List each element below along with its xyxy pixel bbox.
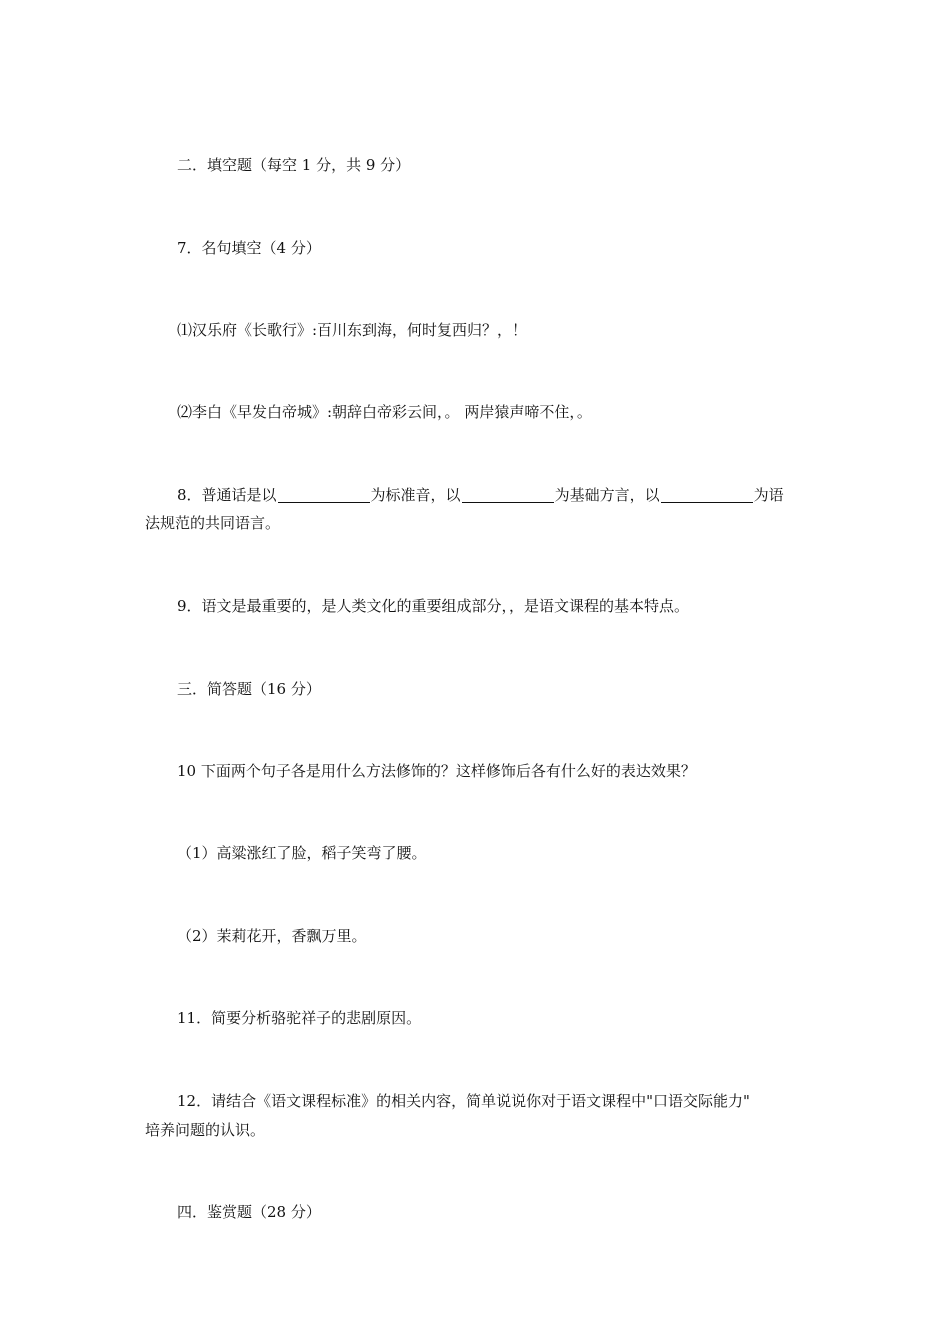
section-3-heading: 三．简答题（16 分）: [177, 680, 321, 698]
blank-line-3: [661, 487, 753, 503]
question-8-part-1: 8．普通话是以: [177, 486, 277, 504]
question-8-line-2: 法规范的共同语言。: [145, 514, 281, 532]
blank-line-2: [462, 487, 554, 503]
question-7-title: 7．名句填空（4 分）: [177, 239, 321, 257]
question-10-item-2: （2）茉莉花开，香飘万里。: [177, 927, 367, 945]
question-8-part-3: 为基础方言，以: [554, 486, 660, 504]
question-8-part-4: 为语: [753, 486, 784, 504]
question-7-item-1: ⑴汉乐府《长歌行》:百川东到海，何时复西归？，！: [177, 321, 528, 339]
section-2-heading: 二．填空题（每空 1 分，共 9 分）: [177, 156, 411, 174]
question-12-line-2: 培养问题的认识。: [145, 1121, 266, 1139]
question-10: 10 下面两个句子各是用什么方法修饰的？这样修饰后各有什么好的表达效果？: [177, 762, 696, 780]
question-8-line-1: [145, 482, 842, 508]
blank-line-1: [278, 487, 370, 503]
question-12-line-1: 12．请结合《语文课程标准》的相关内容，简单说说你对于语文课程中"口语交际能力": [177, 1092, 750, 1110]
question-9: 9．语文是最重要的，是人类文化的重要组成部分，，是语文课程的基本特点。: [177, 597, 690, 615]
question-11: 11．简要分析骆驼祥子的悲剧原因。: [177, 1009, 422, 1027]
section-4-heading: 四．鉴赏题（28 分）: [177, 1203, 321, 1221]
question-7-item-2: ⑵李白《早发白帝城》:朝辞白帝彩云间，。 两岸猿声啼不住，。: [177, 403, 592, 421]
question-8-part-2: 为标准音，以: [370, 486, 461, 504]
question-10-item-1: （1）高粱涨红了脸，稻子笑弯了腰。: [177, 844, 427, 862]
